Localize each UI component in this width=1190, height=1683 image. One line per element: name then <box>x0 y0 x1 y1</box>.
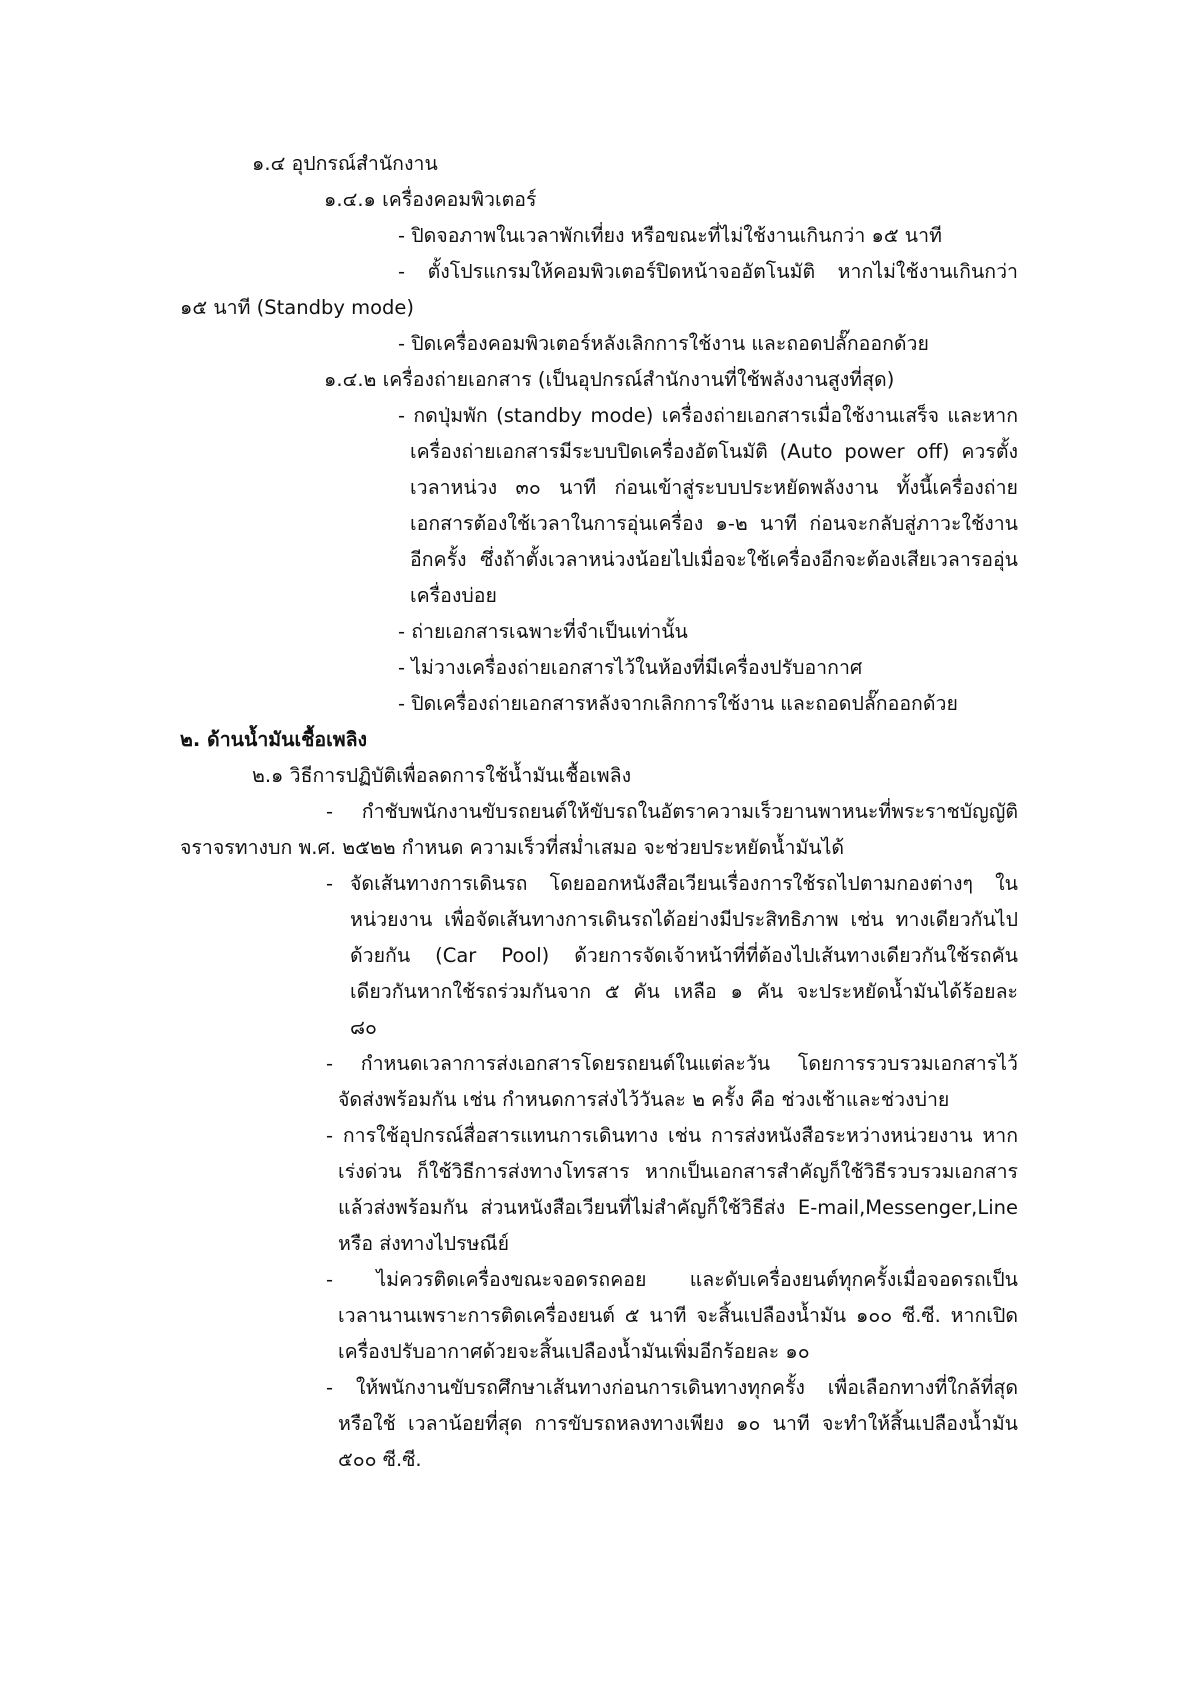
fuel-item-2-line-4: เดียวกันหากใช้รถร่วมกันจาก ๕ คัน เหลือ ๑ คัน จะประหยัดน้ำมันได้ร้อยละ <box>350 980 1018 1003</box>
heading-2: ๒. ด้านน้ำมันเชื้อเพลิง <box>180 728 368 751</box>
fuel-item-2-line-1: จัดเส้นทางการเดินรถ โดยออกหนังสือเวียนเรื่องการใช้รถไปตามกองต่างๆ ใน <box>350 872 1018 895</box>
copier-item-4: - ปิดเครื่องถ่ายเอกสารหลังจากเลิกการใช้งาน และถอดปลั๊กออกด้วย <box>398 692 958 715</box>
heading-2-1: ๒.๑ วิธีการปฏิบัติเพื่อลดการใช้น้ำมันเชื้อเพลิง <box>252 764 632 787</box>
fuel-item-5-line-2: เวลานานเพราะการติดเครื่องยนต์ ๕ นาที จะสิ้นเปลืองน้ำมัน ๑๐๐ ซี.ซี. หากเปิด <box>338 1304 1018 1327</box>
fuel-item-1-line-1: - กำชับพนักงานขับรถยนต์ให้ขับรถในอัตราความเร็วยานพาหนะที่พระราชบัญญัติ <box>326 800 1018 823</box>
heading-1-4-1: ๑.๔.๑ เครื่องคอมพิวเตอร์ <box>324 188 537 211</box>
computer-item-3: - ปิดเครื่องคอมพิวเตอร์หลังเลิกการใช้งาน และถอดปลั๊กออกด้วย <box>398 332 929 355</box>
heading-1-4-2: ๑.๔.๒ เครื่องถ่ายเอกสาร (เป็นอุปกรณ์สำนักงานที่ใช้พลังงานสูงที่สุด) <box>324 368 895 391</box>
fuel-item-6-line-3: ๕๐๐ ซี.ซี. <box>338 1448 422 1471</box>
fuel-item-1-line-2: จราจรทางบก พ.ศ. ๒๕๒๒ กำหนด ความเร็วที่สม่ำเสมอ จะช่วยประหยัดน้ำมันได้ <box>180 836 845 859</box>
fuel-item-3-line-2: จัดส่งพร้อมกัน เช่น กำหนดการส่งไว้วันละ ๒ ครั้ง คือ ช่วงเช้าและช่วงบ่าย <box>338 1088 950 1111</box>
copier-item-1-line-3: เวลาหน่วง ๓๐ นาที ก่อนเข้าสู่ระบบประหยัดพลังงาน ทั้งนี้เครื่องถ่าย <box>410 476 1018 499</box>
copier-item-1-line-6: เครื่องบ่อย <box>410 584 497 607</box>
fuel-item-4-line-4: หรือ ส่งทางไปรษณีย์ <box>338 1232 510 1255</box>
fuel-item-3-line-1: - กำหนดเวลาการส่งเอกสารโดยรถยนต์ในแต่ละวัน โดยการรวบรวมเอกสารไว้ <box>326 1052 1018 1075</box>
copier-item-1-line-4: เอกสารต้องใช้เวลาในการอุ่นเครื่อง ๑-๒ นาที ก่อนจะกลับสู่ภาวะใช้งาน <box>410 512 1018 535</box>
computer-item-2-line-2: ๑๕ นาที (Standby mode) <box>180 296 415 319</box>
copier-item-1-line-5: อีกครั้ง ซึ่งถ้าตั้งเวลาหน่วงน้อยไปเมื่อจะใช้เครื่องอีกจะต้องเสียเวลารออุ่น <box>410 548 1018 571</box>
heading-1-4: ๑.๔ อุปกรณ์สำนักงาน <box>252 152 438 175</box>
fuel-item-4-line-1: - การใช้อุปกรณ์สื่อสารแทนการเดินทาง เช่น การส่งหนังสือระหว่างหน่วยงาน หาก <box>326 1124 1018 1147</box>
computer-item-1: - ปิดจอภาพในเวลาพักเที่ยง หรือขณะที่ไม่ใช้งานเกินกว่า ๑๕ นาที <box>398 224 942 247</box>
fuel-item-2-line-5: ๘๐ <box>350 1016 377 1039</box>
fuel-item-4-line-2: เร่งด่วน ก็ใช้วิธีการส่งทางโทรสาร หากเป็นเอกสารสำคัญก็ใช้วิธีรวบรวมเอกสาร <box>338 1160 1018 1183</box>
copier-item-1-line-1: - กดปุ่มพัก (standby mode) เครื่องถ่ายเอกสารเมื่อใช้งานเสร็จ และหาก <box>398 404 1018 427</box>
fuel-item-2-dash: - <box>326 872 334 895</box>
copier-item-3: - ไม่วางเครื่องถ่ายเอกสารไว้ในห้องที่มีเครื่องปรับอากาศ <box>398 656 863 679</box>
fuel-item-2-line-2: หน่วยงาน เพื่อจัดเส้นทางการเดินรถได้อย่างมีประสิทธิภาพ เช่น ทางเดียวกันไป <box>350 908 1018 931</box>
copier-item-1-line-2: เครื่องถ่ายเอกสารมีระบบปิดเครื่องอัตโนมัติ (Auto power off) ควรตั้ง <box>410 440 1018 463</box>
computer-item-2-line-1: - ตั้งโปรแกรมให้คอมพิวเตอร์ปิดหน้าจออัตโนมัติ หากไม่ใช้งานเกินกว่า <box>398 260 1018 283</box>
fuel-item-4-line-3: แล้วส่งพร้อมกัน ส่วนหนังสือเวียนที่ไม่สำคัญก็ใช้วิธีส่ง E-mail,Messenger,Line <box>338 1196 1018 1219</box>
fuel-item-5-line-3: เครื่องปรับอากาศด้วยจะสิ้นเปลืองน้ำมันเพิ่มอีกร้อยละ ๑๐ <box>338 1340 810 1363</box>
fuel-item-2-line-3: ด้วยกัน (Car Pool) ด้วยการจัดเจ้าหน้าที่ที่ต้องไปเส้นทางเดียวกันใช้รถคัน <box>350 944 1018 967</box>
fuel-item-6-line-2: หรือใช้ เวลาน้อยที่สุด การขับรถหลงทางเพียง ๑๐ นาที จะทำให้สิ้นเปลืองน้ำมัน <box>338 1412 1018 1435</box>
fuel-item-6-line-1: - ให้พนักงานขับรถศึกษาเส้นทางก่อนการเดินทางทุกครั้ง เพื่อเลือกทางที่ใกล้ที่สุด <box>326 1376 1018 1399</box>
fuel-item-5-line-1: - ไม่ควรติดเครื่องขณะจอดรถคอย และดับเครื่องยนต์ทุกครั้งเมื่อจอดรถเป็น <box>326 1268 1018 1291</box>
copier-item-2: - ถ่ายเอกสารเฉพาะที่จำเป็นเท่านั้น <box>398 620 688 643</box>
